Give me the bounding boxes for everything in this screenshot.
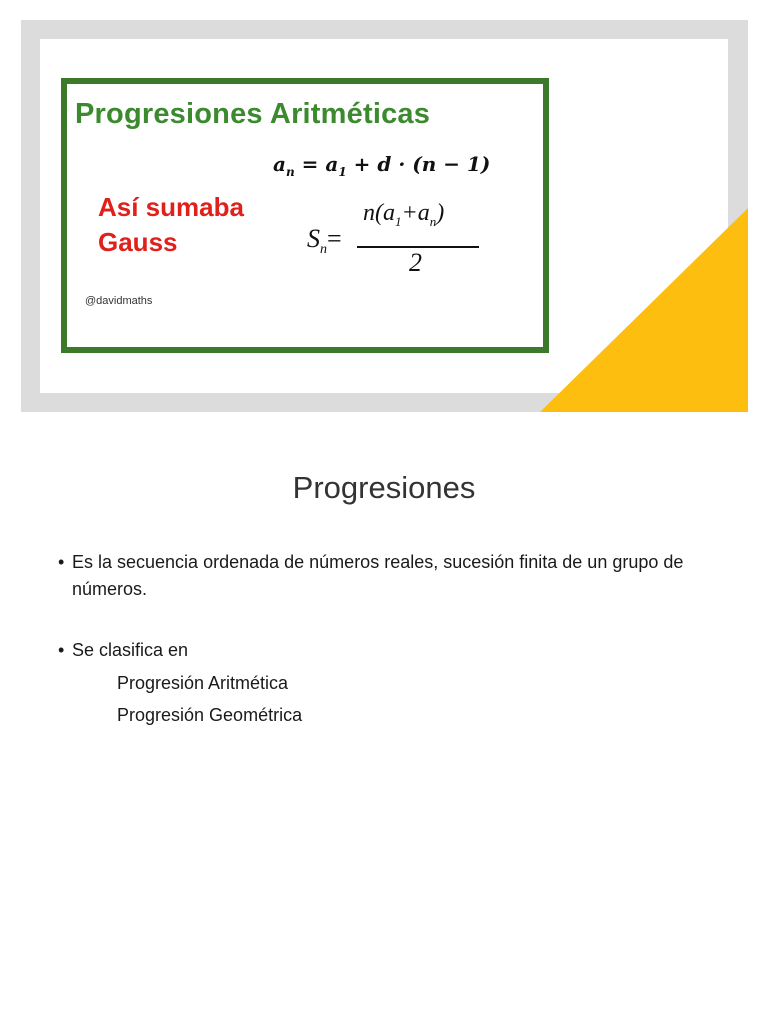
bullet-text: Es la secuencia ordenada de números reales, sucesión finita de un grupo de números. xyxy=(72,552,684,599)
cover-title: Progresiones Aritméticas xyxy=(75,98,431,130)
bullet-dot: • xyxy=(58,552,65,572)
formula-sum-numerator: $n(a_1+a_n)$ xyxy=(363,200,445,229)
bullet-dot: • xyxy=(58,640,65,660)
cover-image xyxy=(61,78,549,353)
cover-subtitle xyxy=(98,190,244,260)
sub-item-arithmetic: Progresión Aritmética xyxy=(117,673,289,693)
formula-general-term: $a_n = a_1 + d \cdot (n - 1)$ xyxy=(273,152,491,179)
formula-sum xyxy=(307,202,487,282)
formula-sum-denominator: 2 xyxy=(409,248,422,277)
cover-subtitle-line: Así sumaba xyxy=(98,192,244,222)
cover-handle: @davidmaths xyxy=(85,295,153,307)
bullet-item xyxy=(58,549,702,603)
bullet-item xyxy=(58,637,702,664)
formula-sum-lhs: $S_n=$ xyxy=(307,224,342,258)
slide-heading: Progresiones xyxy=(292,470,476,505)
sub-item-geometric: Progresión Geométrica xyxy=(117,705,303,725)
bullet-text: Se clasifica en xyxy=(72,640,189,660)
cover-subtitle-line: Gauss xyxy=(98,227,178,257)
